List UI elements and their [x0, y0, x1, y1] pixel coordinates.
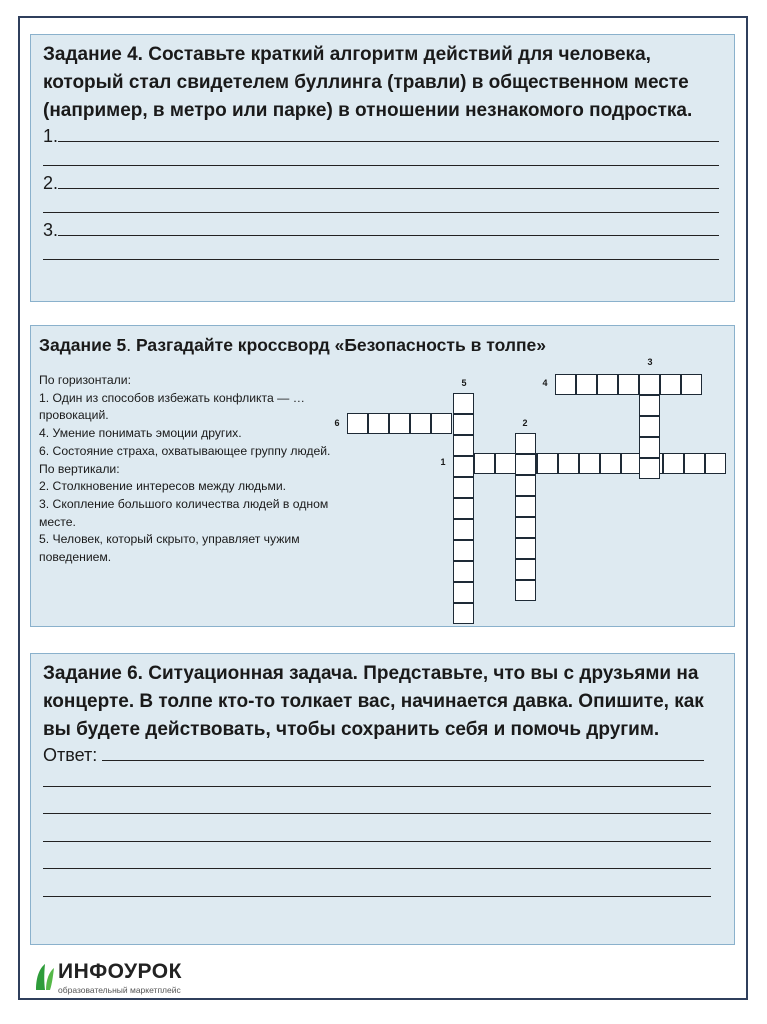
- crossword-cell[interactable]: [663, 453, 684, 474]
- crossword-cell[interactable]: [639, 437, 660, 458]
- crossword-cell[interactable]: [515, 559, 536, 580]
- clue-header-down: По вертикали:: [39, 461, 120, 476]
- crossword-cell[interactable]: [347, 413, 368, 434]
- task4-answer-line[interactable]: [43, 172, 721, 196]
- logo-text: ИНФОУРОК: [58, 960, 182, 983]
- crossword-cell[interactable]: [453, 393, 474, 414]
- clue-down-3: 3. Скопление большого количества людей в одном месте.: [39, 496, 329, 529]
- task4-answer-line[interactable]: [43, 149, 721, 173]
- crossword-cell[interactable]: [639, 395, 660, 416]
- crossword-clues: [39, 372, 339, 567]
- crossword-cell[interactable]: [453, 519, 474, 540]
- crossword-cell[interactable]: [495, 453, 516, 474]
- answer-rule: [102, 744, 704, 761]
- crossword-number-3: 3: [647, 357, 653, 367]
- crossword-cell[interactable]: [453, 498, 474, 519]
- task6-answer-line[interactable]: [43, 795, 721, 823]
- line-number: 1.: [43, 126, 59, 146]
- task6-answer-line[interactable]: [43, 878, 721, 906]
- line-number: 3.: [43, 220, 59, 240]
- task5-title-text: Разгадайте кроссворд «Безопасность в толпе»: [135, 335, 546, 355]
- task5-title-number: Задание 5: [39, 335, 127, 355]
- crossword-cell[interactable]: [579, 453, 600, 474]
- crossword-cell[interactable]: [639, 374, 660, 395]
- crossword-cell[interactable]: [453, 603, 474, 624]
- logo-subtitle: образовательный маркетплейс: [58, 985, 181, 995]
- crossword-cell[interactable]: [576, 374, 597, 395]
- crossword-number-6: 6: [334, 418, 340, 428]
- task6-answer-line[interactable]: [43, 850, 721, 878]
- task6-title: Задание 6. Ситуационная задача. Представьте, что вы с друзьями на концерте. В толпе кто-то толкает вас, начинается давка. Опишите, как вы будете действовать, чтобы сохранить себя и помочь другим.: [43, 663, 704, 740]
- answer-rule: [43, 825, 711, 842]
- clue-down-5: 5. Человек, который скрыто, управляет чужим поведением.: [39, 532, 300, 565]
- crossword-cell[interactable]: [515, 433, 536, 454]
- task5-box: [30, 325, 735, 627]
- clue-header-across: По горизонтали:: [39, 373, 131, 387]
- crossword-cell[interactable]: [410, 413, 431, 434]
- answer-rule: [58, 172, 719, 189]
- crossword-cell[interactable]: [453, 477, 474, 498]
- task4-box: [30, 34, 735, 302]
- crossword-cell[interactable]: [453, 561, 474, 582]
- answer-rule: [43, 196, 719, 213]
- clue-across-4: 4. Умение понимать эмоции других.: [39, 426, 242, 441]
- crossword-cell[interactable]: [597, 374, 618, 395]
- answer-rule: [43, 770, 711, 787]
- answer-rule: [43, 243, 719, 260]
- task6-answer-line[interactable]: [43, 768, 721, 796]
- task6-answer-line[interactable]: [43, 823, 721, 851]
- crossword-cell[interactable]: [537, 453, 558, 474]
- answer-rule: [43, 852, 711, 869]
- answer-rule: [58, 125, 719, 142]
- logo-leaf-icon: [34, 962, 56, 992]
- clue-down-2: 2. Столкновение интересов между людьми.: [39, 479, 287, 494]
- crossword-cell[interactable]: [453, 414, 474, 435]
- answer-label: Ответ:: [43, 745, 103, 765]
- crossword-number-1: 1: [440, 457, 446, 467]
- crossword-cell[interactable]: [515, 538, 536, 559]
- crossword-cell[interactable]: [453, 456, 474, 477]
- crossword-cell[interactable]: [618, 374, 639, 395]
- crossword-cell[interactable]: [705, 453, 726, 474]
- clue-across-6: 6. Состояние страха, охватывающее группу людей.: [39, 443, 331, 458]
- crossword-cell[interactable]: [639, 416, 660, 437]
- task6-extra-lines: [43, 768, 722, 906]
- crossword-cell[interactable]: [558, 453, 579, 474]
- crossword-cell[interactable]: [555, 374, 576, 395]
- crossword-cell[interactable]: [474, 453, 495, 474]
- line-number: 2.: [43, 173, 59, 193]
- crossword-cell[interactable]: [515, 454, 536, 475]
- clue-across-1: 1. Один из способов избежать конфликта — … провокаций.: [39, 390, 305, 423]
- task5-title-separator: .: [126, 335, 136, 355]
- crossword-cell[interactable]: [684, 453, 705, 474]
- crossword-cell[interactable]: [453, 582, 474, 603]
- task4-answer-line[interactable]: [43, 196, 721, 220]
- task6-answer-line[interactable]: [43, 744, 721, 768]
- crossword-cell[interactable]: [431, 413, 452, 434]
- crossword-cell[interactable]: [660, 374, 681, 395]
- crossword-cell[interactable]: [600, 453, 621, 474]
- task4-answer-line[interactable]: [43, 219, 721, 243]
- answer-rule: [43, 149, 719, 166]
- task4-answer-lines: [43, 125, 722, 266]
- infourok-logo: [34, 960, 204, 1000]
- crossword-cell[interactable]: [681, 374, 702, 395]
- crossword-cell[interactable]: [453, 435, 474, 456]
- task5-title: [39, 333, 546, 357]
- answer-rule: [43, 880, 711, 897]
- crossword-cell[interactable]: [515, 496, 536, 517]
- task4-title: Задание 4. Составьте краткий алгоритм действий для человека, который стал свидетелем буллинга (травли) в общественном месте (например, в метро или парке) в отношении незнакомого подростка.: [43, 44, 693, 121]
- task4-answer-line[interactable]: [43, 125, 721, 149]
- crossword-cell[interactable]: [515, 580, 536, 601]
- crossword-cell[interactable]: [453, 540, 474, 561]
- crossword-cell[interactable]: [515, 475, 536, 496]
- crossword-cell[interactable]: [639, 458, 660, 479]
- crossword-cell[interactable]: [389, 413, 410, 434]
- task4-answer-line[interactable]: [43, 243, 721, 267]
- crossword-cell[interactable]: [515, 517, 536, 538]
- crossword-number-4: 4: [542, 378, 548, 388]
- task6-box: [30, 653, 735, 945]
- crossword-cell[interactable]: [368, 413, 389, 434]
- crossword-number-2: 2: [522, 418, 528, 428]
- crossword-number-5: 5: [461, 378, 467, 388]
- answer-rule: [43, 797, 711, 814]
- answer-rule: [58, 219, 719, 236]
